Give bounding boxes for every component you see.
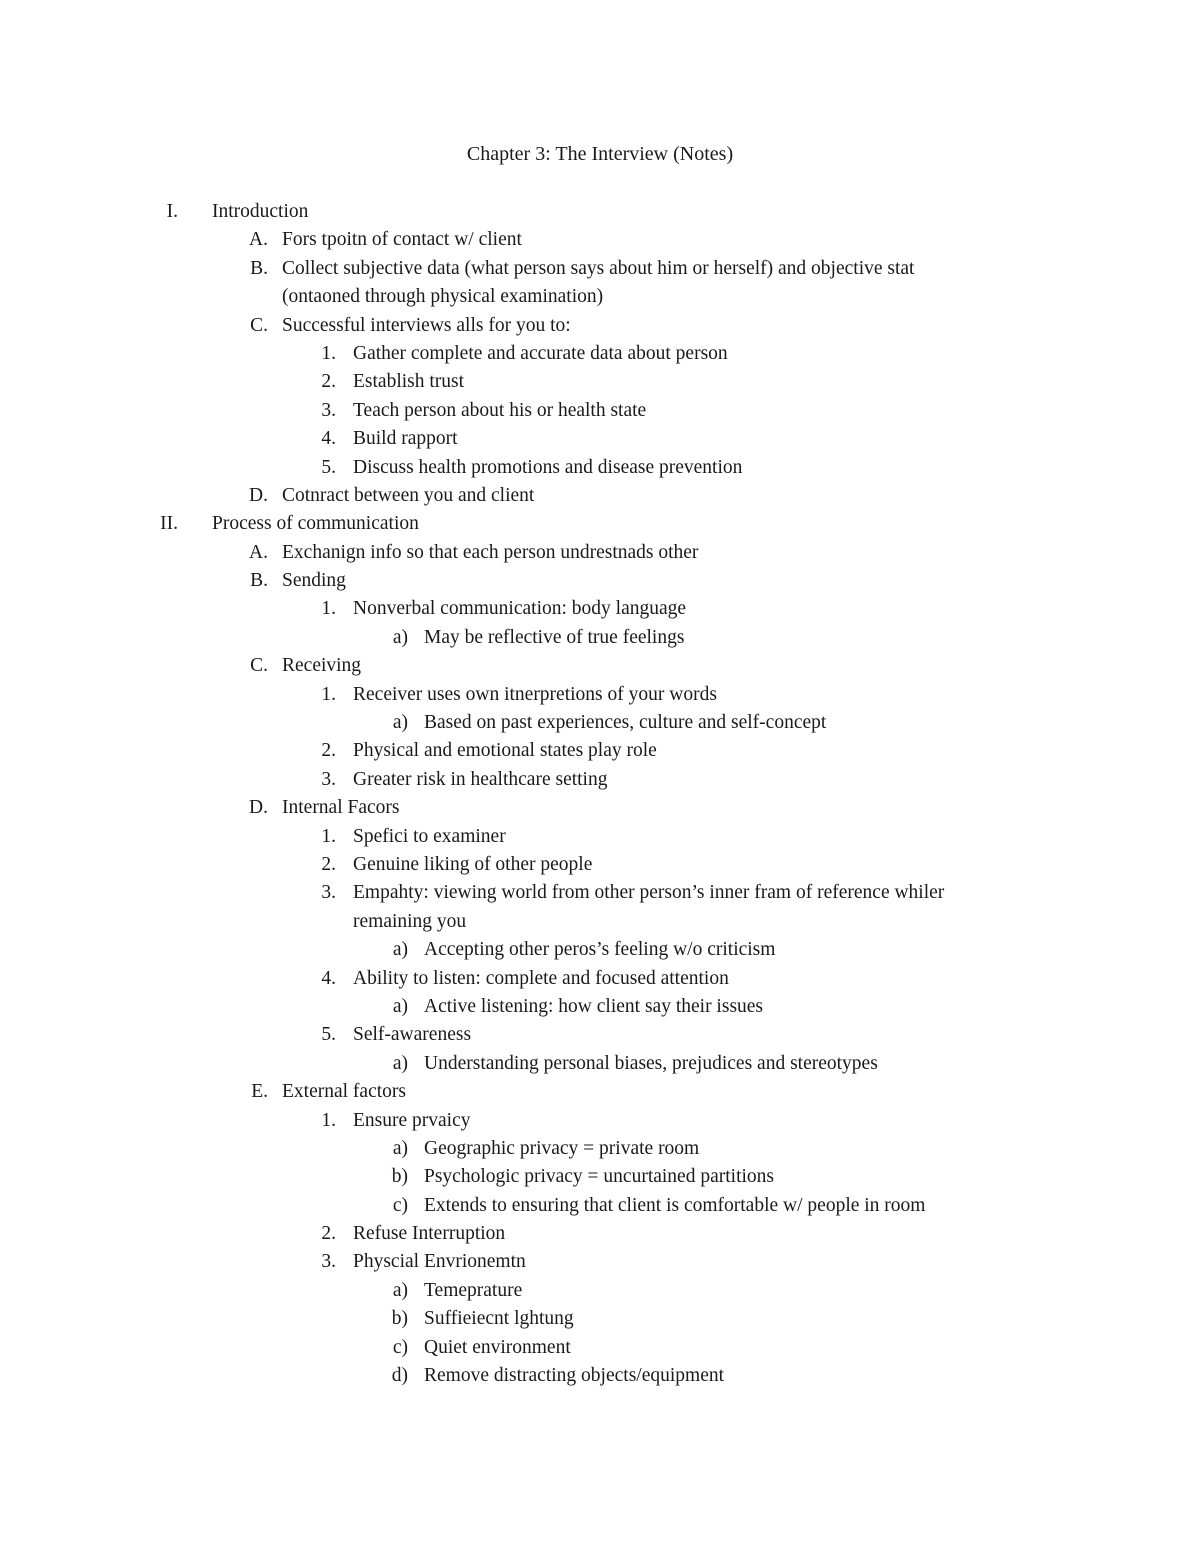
outline-text: Spefici to examiner [353, 825, 506, 847]
outline-item-level-3 [0, 879, 1200, 936]
outline-item-level-3 [0, 1021, 1200, 1049]
outline-marker: 1. [321, 683, 336, 705]
outline-marker: c) [392, 1194, 408, 1216]
outline-text: Genuine liking of other people [353, 854, 593, 875]
outline-list [0, 198, 1200, 1390]
outline-item-level-4 [0, 1163, 1200, 1191]
outline-item-level-4 [0, 1192, 1200, 1220]
outline-text: Accepting other peros’s feeling w/o criticism [424, 939, 776, 961]
outline-item-level-4 [0, 1050, 1200, 1078]
outline-text: Temeprature [424, 1279, 523, 1301]
outline-marker: a) [392, 995, 408, 1017]
outline-item-level-2 [0, 482, 1200, 510]
outline-text: Geographic privacy = private room [424, 1137, 700, 1159]
outline-text: Psychologic privacy = uncurtained partitions [424, 1166, 775, 1188]
outline-item-level-2 [0, 652, 1200, 680]
outline-item-level-3 [0, 851, 1200, 879]
outline-item-level-3 [0, 1248, 1200, 1276]
outline-text: Physcial Envrionemtn [353, 1251, 526, 1273]
outline-text: Teach person about his or health state [353, 399, 647, 421]
outline-item-level-3 [0, 368, 1200, 396]
outline-item-level-2 [0, 226, 1200, 254]
outline-marker: a) [392, 1052, 408, 1074]
outline-text: Based on past experiences, culture and self-concept [424, 712, 827, 734]
outline-item-level-4 [0, 1334, 1200, 1362]
outline-marker: 1. [321, 342, 336, 364]
outline-marker: I. [166, 201, 178, 222]
outline-item-level-3 [0, 1107, 1200, 1135]
outline-item-level-3 [0, 595, 1200, 623]
outline-marker: 2. [321, 740, 336, 762]
outline-item-level-3 [0, 965, 1200, 993]
outline-text: Ability to listen: complete and focused attention [353, 967, 729, 989]
outline-marker: C. [250, 655, 268, 677]
outline-marker: C. [250, 314, 268, 336]
outline-item-level-3 [0, 737, 1200, 765]
outline-text: Ensure prvaicy [353, 1109, 471, 1131]
outline-text: Greater risk in healthcare setting [353, 768, 608, 790]
outline-item-level-3 [0, 425, 1200, 453]
outline-item-level-3 [0, 681, 1200, 709]
outline-item-level-4 [0, 709, 1200, 737]
outline-marker: c) [392, 1336, 408, 1358]
outline-item-level-4 [0, 1362, 1200, 1390]
outline-item-level-2 [0, 1078, 1200, 1106]
outline-text: Cotnract between you and client [282, 484, 535, 506]
outline-marker: B. [250, 570, 268, 592]
outline-text: Active listening: how client say their issues [424, 995, 764, 1017]
outline-marker: E. [251, 1081, 268, 1103]
outline-marker: 2. [321, 1223, 336, 1245]
outline-marker: 1. [321, 825, 336, 847]
outline-marker: 4. [321, 967, 336, 989]
outline-item-level-2 [0, 312, 1200, 340]
outline-marker: 2. [321, 371, 336, 393]
outline-text: Successful interviews alls for you to: [282, 314, 571, 336]
outline-marker: A. [249, 541, 268, 563]
outline-item-level-1 [0, 198, 1200, 226]
outline-marker: b) [391, 1166, 408, 1188]
outline-item-level-1 [0, 510, 1200, 538]
outline-marker: 1. [321, 1109, 336, 1131]
outline-text: Suffieiecnt lghtung [424, 1308, 574, 1330]
outline-item-level-3 [0, 823, 1200, 851]
outline-item-level-3 [0, 454, 1200, 482]
outline-text: Extends to ensuring that client is comfortable w/ people in room [424, 1194, 926, 1216]
outline-marker: a) [392, 712, 408, 734]
outline-text: Internal Facors [282, 797, 400, 819]
outline-text: Remove distracting objects/equipment [424, 1365, 725, 1387]
outline-marker: D. [249, 797, 268, 819]
outline-item-level-4 [0, 1305, 1200, 1333]
outline-text: Receiver uses own itnerpretions of your words [353, 683, 717, 705]
outline-text: Understanding personal biases, prejudices and stereotypes [424, 1052, 878, 1074]
outline-item-level-4 [0, 624, 1200, 652]
outline-text: Nonverbal communication: body language [353, 598, 687, 620]
outline-text: Collect subjective data (what person says about him or herself) and objective stat (ontaoned through physical examination) [282, 257, 915, 308]
outline-marker: 5. [321, 456, 336, 478]
outline-text: Discuss health promotions and disease prevention [353, 456, 743, 478]
outline-marker: b) [391, 1308, 408, 1330]
outline-text: Establish trust [353, 371, 465, 393]
outline-text: Gather complete and accurate data about person [353, 342, 728, 364]
outline-marker: a) [392, 626, 408, 648]
outline-marker: 2. [321, 854, 336, 875]
outline-marker: D. [249, 484, 268, 506]
page-title: Chapter 3: The Interview (Notes) [466, 143, 734, 165]
outline-item-level-4 [0, 993, 1200, 1021]
outline-text: Quiet environment [424, 1336, 571, 1358]
outline-marker: 3. [321, 1251, 336, 1273]
outline-marker: 5. [321, 1024, 336, 1046]
outline-marker: B. [250, 257, 268, 279]
outline-text: Introduction [212, 201, 309, 222]
outline-marker: A. [249, 229, 268, 251]
outline-item-level-4 [0, 1277, 1200, 1305]
outline-item-level-2 [0, 539, 1200, 567]
outline-item-level-4 [0, 1135, 1200, 1163]
outline-marker: 1. [321, 598, 336, 620]
outline-text: May be reflective of true feelings [424, 626, 685, 648]
outline-text: Exchanign info so that each person undrestnads other [282, 541, 699, 563]
outline-text: Fors tpoitn of contact w/ client [282, 229, 522, 251]
outline-item-level-3 [0, 1220, 1200, 1248]
outline-item-level-2 [0, 567, 1200, 595]
outline-marker: d) [391, 1365, 408, 1387]
outline-item-level-4 [0, 936, 1200, 964]
outline-item-level-2 [0, 794, 1200, 822]
outline-text: Empahty: viewing world from other person’s inner fram of reference whiler remaining you [353, 882, 945, 932]
outline-text: Receiving [282, 655, 362, 677]
outline-item-level-3 [0, 766, 1200, 794]
outline-marker: 4. [321, 428, 336, 450]
outline-text: Self-awareness [353, 1024, 472, 1046]
outline-marker: a) [392, 1279, 408, 1301]
outline-text: Refuse Interruption [353, 1223, 506, 1245]
outline-text: Sending [282, 570, 346, 592]
outline-marker: 3. [321, 768, 336, 790]
outline-text: External factors [282, 1081, 406, 1103]
outline-text: Physical and emotional states play role [353, 740, 657, 762]
outline-marker: 3. [321, 399, 336, 421]
outline-item-level-2 [0, 255, 1200, 312]
outline-text: Build rapport [353, 428, 458, 450]
outline-text: Process of communication [212, 513, 419, 535]
outline-marker: a) [392, 939, 408, 961]
outline-marker: II. [160, 513, 178, 535]
outline-marker: a) [392, 1137, 408, 1159]
outline-item-level-3 [0, 397, 1200, 425]
outline-item-level-3 [0, 340, 1200, 368]
outline-marker: 3. [321, 882, 336, 904]
